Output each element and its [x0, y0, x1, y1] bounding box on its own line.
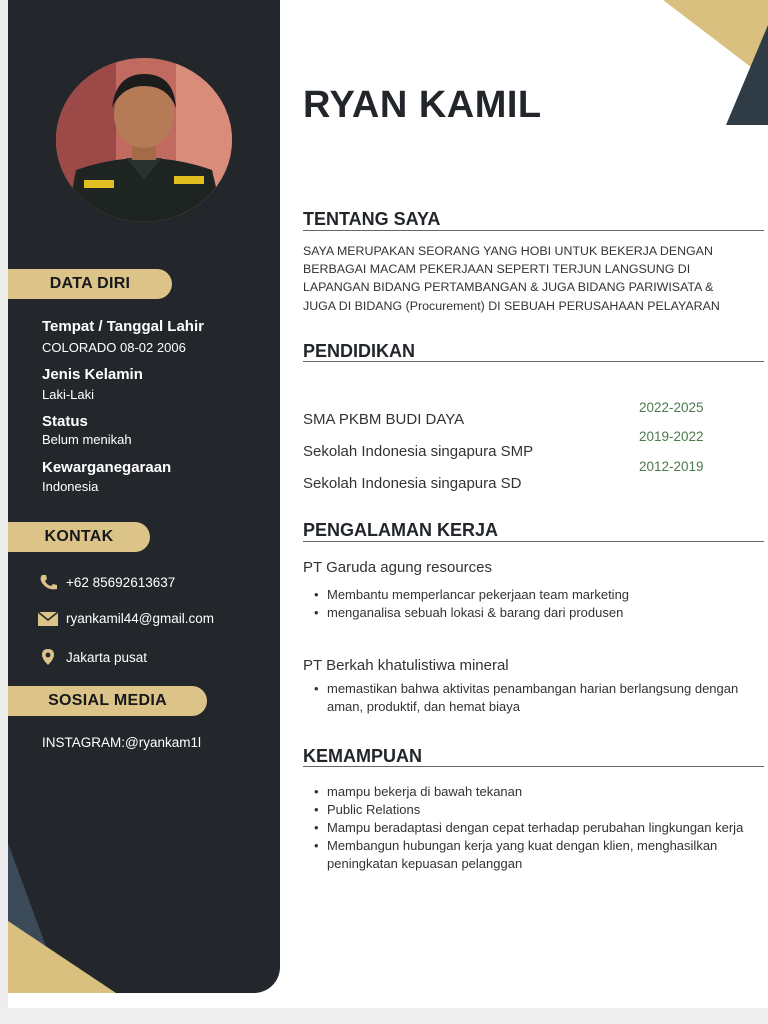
location-text: Jakarta pusat — [66, 649, 148, 665]
data-diri-heading: DATA DIRI — [8, 269, 172, 299]
experience-heading: PENGALAMAN KERJA — [303, 520, 499, 540]
duty-item: • memastikan bahwa aktivitas penambangan harian berlangsung dengan aman, produktif, dan hemat biaya — [327, 680, 767, 716]
about-heading: TENTANG SAYA — [303, 209, 441, 229]
phone-row[interactable] — [38, 573, 175, 591]
profile-photo — [56, 58, 232, 222]
sidebar — [8, 0, 280, 993]
kontak-heading: KONTAK — [8, 522, 150, 552]
education-divider — [303, 361, 764, 362]
left-edge-strip — [0, 0, 8, 1010]
experience-divider — [303, 541, 764, 542]
phone-icon — [38, 573, 58, 591]
gender-value: Laki-Laki — [42, 387, 95, 402]
sidebar-gold-triangle — [8, 921, 116, 993]
about-text: SAYA MERUPAKAN SEORANG YANG HOBI UNTUK BEKERJA DENGAN BERBAGAI MACAM PEKERJAAN SEPERTI TERJUN LANGSUNG DI LAPANGAN BIDANG PERTAMBANGAN & JUGA BIDANG PARIWISATA & JUGA DI BIDANG (Procurement) DI SEBUAH PERUSAHAAN PELAYARAN — [303, 244, 720, 313]
person-photo-icon — [56, 58, 232, 222]
school-1: SMA PKBM BUDI DAYA — [303, 411, 465, 428]
about-divider — [303, 230, 764, 231]
birth-label: Tempat / Tanggal Lahir — [42, 318, 204, 335]
skill-item: • Mampu beradaptasi dengan cepat terhadap perubahan lingkungan kerja — [327, 819, 767, 837]
skills-list — [303, 783, 767, 873]
year-2: 2019-2022 — [639, 429, 704, 444]
phone-number: +62 85692613637 — [66, 574, 176, 590]
school-3: Sekolah Indonesia singapura SD — [303, 475, 522, 492]
school-2: Sekolah Indonesia singapura SMP — [303, 443, 534, 460]
sosial-media-heading: SOSIAL MEDIA — [8, 686, 207, 716]
education-heading: PENDIDIKAN — [303, 341, 416, 361]
skills-heading: KEMAMPUAN — [303, 746, 422, 766]
company-1-duties — [303, 586, 767, 622]
instagram-handle[interactable]: INSTAGRAM:@ryankam1l — [42, 735, 201, 750]
year-1: 2022-2025 — [639, 400, 704, 415]
company-2-duties — [303, 680, 767, 716]
status-value: Belum menikah — [42, 432, 132, 447]
skill-item: • Membangun hubungan kerja yang kuat dengan klien, menghasilkan peningkatan kepuasan pelanggan — [327, 837, 767, 873]
corner-dark-triangle — [726, 25, 768, 125]
location-pin-icon — [38, 648, 58, 666]
skill-item: • mampu bekerja di bawah tekanan — [327, 783, 767, 801]
citizenship-label: Kewarganegaraan — [42, 459, 172, 476]
gender-label: Jenis Kelamin — [42, 366, 143, 383]
email-address: ryankamil44@gmail.com — [66, 611, 214, 626]
full-name: RYAN KAMIL — [303, 84, 542, 126]
duty-item: • Membantu memperlancar pekerjaan team marketing — [327, 586, 767, 604]
skill-item: • Public Relations — [327, 801, 767, 819]
company-1: PT Garuda agung resources — [303, 559, 493, 576]
skills-divider — [303, 766, 764, 767]
status-label: Status — [42, 413, 88, 430]
year-3: 2012-2019 — [639, 459, 704, 474]
location-row — [38, 648, 147, 666]
citizenship-value: Indonesia — [42, 479, 99, 494]
email-row[interactable] — [38, 611, 214, 626]
company-2: PT Berkah khatulistiwa mineral — [303, 657, 509, 674]
duty-item: • menganalisa sebuah lokasi & barang dari produsen — [327, 604, 767, 622]
envelope-icon — [38, 612, 58, 626]
birth-value: COLORADO 08-02 2006 — [42, 340, 186, 355]
